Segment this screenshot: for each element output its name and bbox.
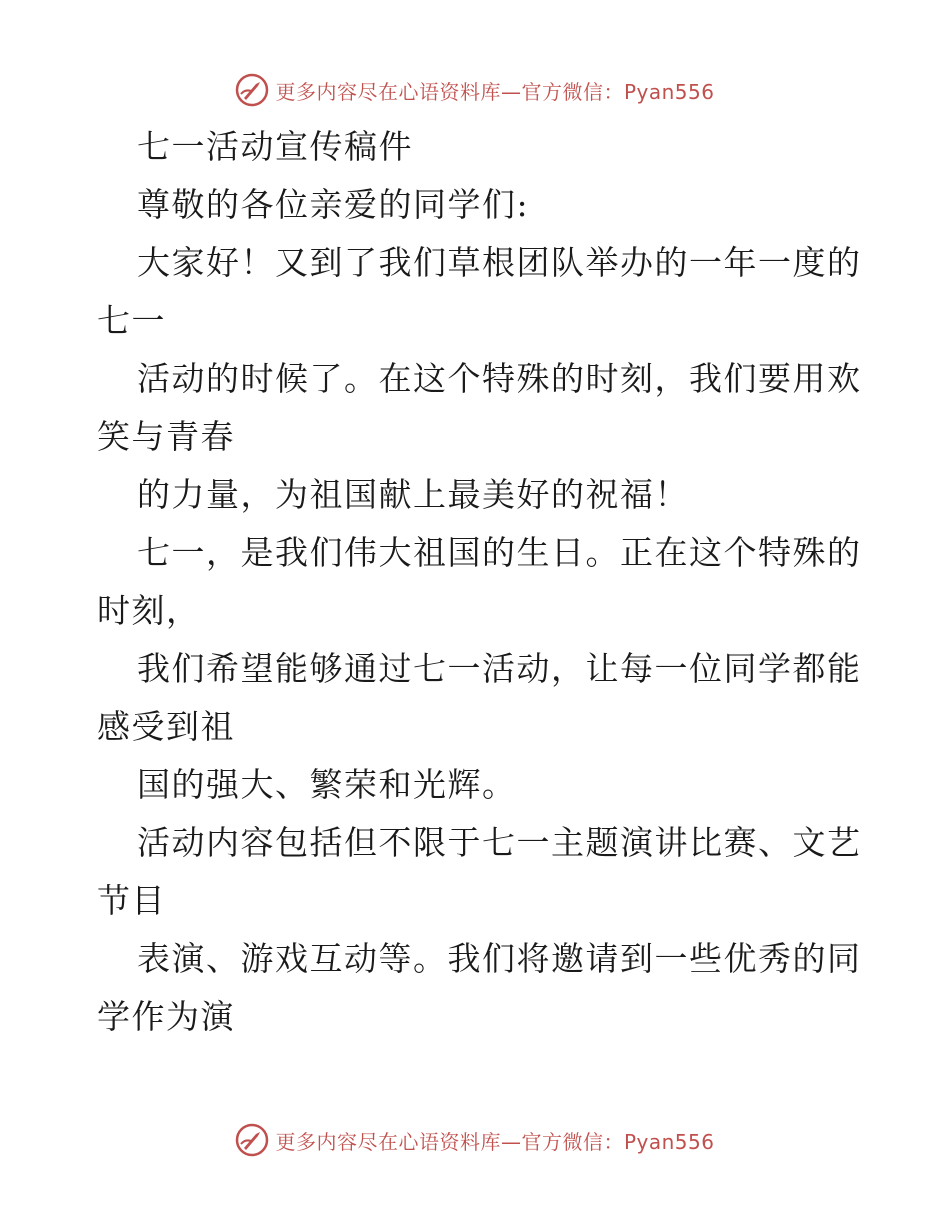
header-banner <box>0 70 950 110</box>
pen-nib-logo-icon <box>235 1123 269 1157</box>
footer-banner-text: 更多内容尽在心语资料库—官方微信：Pyan556 <box>275 1129 715 1154</box>
text-line: 大家好！又到了我们草根团队举办的一年一度的 <box>137 243 862 282</box>
document-body <box>97 118 862 1046</box>
text-line: 活动的时候了。在这个特殊的时刻，我们要用欢 <box>137 359 862 398</box>
text-line: 感受到祖 <box>97 707 235 746</box>
salutation: 尊敬的各位亲爱的同学们: <box>137 185 530 224</box>
pen-nib-logo-icon <box>235 73 269 107</box>
text-line: 学作为演 <box>97 997 235 1036</box>
text-line: 我们希望能够通过七一活动，让每一位同学都能 <box>137 649 862 688</box>
text-line: 七一，是我们伟大祖国的生日。正在这个特殊的 <box>137 533 862 572</box>
text-line: 节目 <box>97 881 166 920</box>
text-line: 国的强大、繁荣和光辉。 <box>137 765 517 804</box>
header-banner-text: 更多内容尽在心语资料库—官方微信：Pyan556 <box>275 79 715 104</box>
text-line: 笑与青春 <box>97 417 235 456</box>
document-title: 七一活动宣传稿件 <box>137 127 413 166</box>
text-line: 时刻， <box>97 591 201 630</box>
text-line: 活动内容包括但不限于七一主题演讲比赛、文艺 <box>137 823 862 862</box>
text-line: 的力量，为祖国献上最美好的祝福！ <box>137 475 689 514</box>
text-line: 七一 <box>97 301 166 340</box>
footer-banner <box>0 1120 950 1160</box>
text-line: 表演、游戏互动等。我们将邀请到一些优秀的同 <box>137 939 862 978</box>
